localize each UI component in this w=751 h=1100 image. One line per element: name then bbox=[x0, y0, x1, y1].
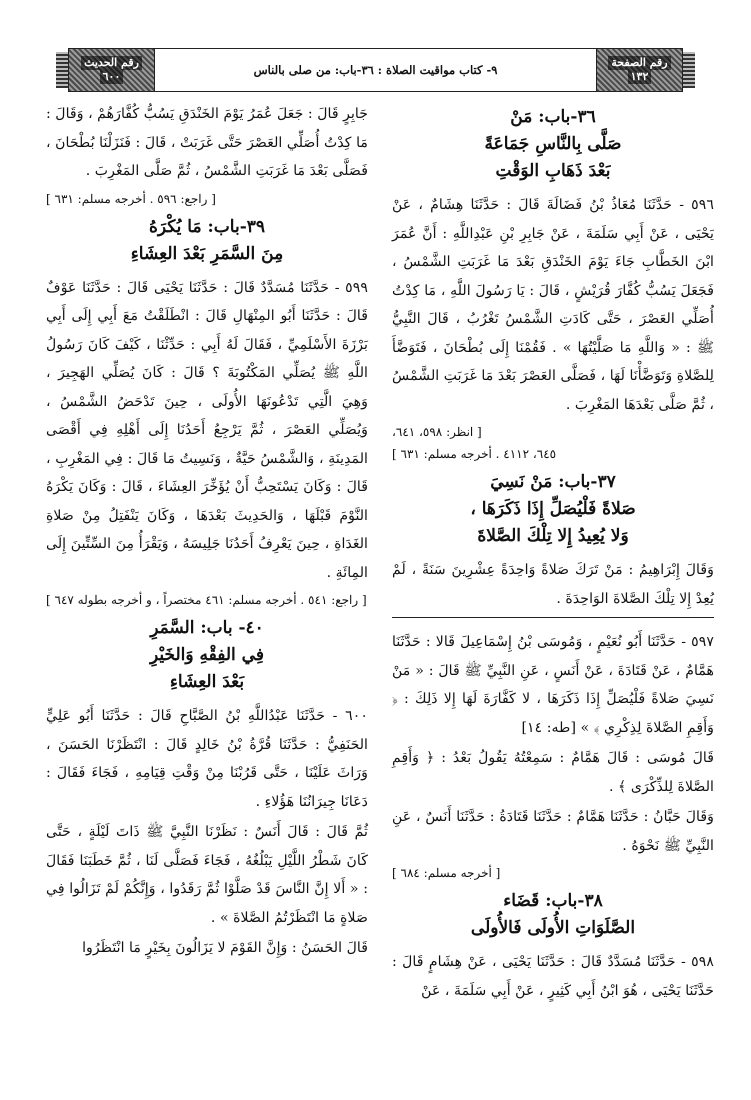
hadith-598-reference: [ راجع: ٥٩٦ . أخرجه مسلم: ٦٣١ ] bbox=[46, 191, 216, 206]
page-number-label: رقم الصفحة bbox=[608, 56, 670, 70]
divider bbox=[392, 617, 714, 618]
hasan-statement: قَالَ الحَسَنُ : وَإِنَّ القَوْمَ لا يَزَالُونَ بِخَيْرٍ مَا انْتَظَرُوا bbox=[82, 940, 368, 956]
chapter-36-title bbox=[392, 104, 714, 185]
chapter-40-title bbox=[46, 615, 368, 696]
reference-line: ٦٤٥، ٤١١٢ . أخرجه مسلم: ٦٣١ ] bbox=[392, 447, 557, 461]
chapter-37-title bbox=[392, 469, 714, 550]
chapter-39-title bbox=[46, 214, 368, 268]
hadith-number-value: ٦٠٠ bbox=[100, 70, 124, 84]
hadith-600: ٦٠٠ - حَدَّثَنَا عَبْدُاللَّهِ بْنُ الصَّبَّاحِ قَالَ : حَدَّثَنَا أَبُو عَلِيٍّ الحَنَفِيُّ : حَدَّثَنَا قُرَّةُ بْنُ خَالِدٍ قَالَ : انْتَظَرْنَا الحَسَنَ ، وَرَاثَ عَلَيْنَا ، حَتَّى قَرُبْنَا مِنْ وَقْتِ قِيَامِهِ ، فَجَاءَ فَقَالَ : دَعَانَا جِيرَانُنَا هَؤُلاءِ . bbox=[46, 708, 368, 810]
ibrahim-statement: وَقَالَ إِبْرَاهِيمُ : مَنْ تَرَكَ صَلاةً وَاحِدَةً عِشْرِينَ سَنَةً ، لَمْ يُعِدْ إِلا تِلْكَ الصَّلاةَ الوَاحِدَةَ . bbox=[392, 562, 714, 607]
running-title: ٩- كتاب مواقيت الصلاة : ٣٦-باب: من صلى بالناس bbox=[154, 49, 597, 91]
reference-line: [ انظر: ٥٩٨، ٦٤١، bbox=[392, 425, 482, 439]
chapter-title-line: بَعْدَ ذَهَابِ الوَقْتِ bbox=[495, 161, 611, 181]
hadith-599-reference: [ راجع: ٥٤١ . أخرجه مسلم: ٤٦١ مختصراً ، و أخرجه بطوله ٦٤٧ ] bbox=[46, 593, 367, 607]
chapter-title-line: صَلَّى بِالنَّاسِ جَمَاعَةً bbox=[484, 134, 622, 154]
header-ornament-left bbox=[56, 52, 68, 88]
chapter-title-line: ٣٩-باب: مَا يُكْرَهُ bbox=[148, 216, 266, 237]
chapter-title-line: ٣٧-باب: مَنْ نَسِيَ bbox=[490, 472, 616, 492]
right-column bbox=[392, 100, 714, 1090]
header-ornament-right bbox=[683, 52, 695, 88]
page-header bbox=[68, 48, 683, 92]
hadith-597: ٥٩٧ - حَدَّثَنَا أَبُو نُعَيْمٍ ، وَمُوسَى بْنُ إِسْمَاعِيلَ قَالا : حَدَّثَنَا هَمَّامٌ ، عَنْ قَتَادَةَ ، عَنْ أَنَسٍ ، عَنِ النَّبِيِّ ﷺ قَالَ : « مَنْ نَسِيَ صَلاةً فَلْيُصَلِّ إِذَا ذَكَرَهَا ، لا كَفَّارَةَ لَهَا إِلا ذَلِكَ : ﴿ وَأَقِمِ الصَّلاةَ لِذِكْرِي ﴾ » [طه: ١٤] bbox=[392, 634, 714, 736]
hadith-number-label: رقم الحديث bbox=[81, 56, 142, 70]
chapter-title-line: الصَّلَوَاتِ الأُولَى فَالأُولَى bbox=[470, 918, 636, 938]
page-number-value: ١٣٢ bbox=[628, 70, 652, 84]
hadith-598-continuation: جَابِرٍ قَالَ : جَعَلَ عُمَرُ يَوْمَ الخَنْدَقِ يَسُبُّ كُفَّارَهُمْ ، وَقَالَ : مَا كِدْتُ أُصَلِّي العَصْرَ حَتَّى غَرَبَتْ ، قَالَ : فَنَزَلْنَا بُطْحَانَ ، فَصَلَّى بَعْدَ مَا غَرَبَتِ الشَّمْسُ ، ثُمَّ صَلَّى المَغْرِبَ . bbox=[46, 106, 368, 179]
chapter-38-title bbox=[392, 888, 714, 942]
chapter-title-line: بَعْدَ العِشَاءِ bbox=[169, 672, 245, 692]
hadith-596-reference bbox=[392, 421, 714, 465]
hadith-598: ٥٩٨ - حَدَّثَنَا مُسَدَّدٌ قَالَ : حَدَّثَنَا يَحْيَى ، عَنْ هِشَامٍ قَالَ : حَدَّثَنَا يَحْيَى ، هُوَ ابْنُ أَبِي كَثِيرٍ ، عَنْ أَبِي سَلَمَةَ ، عَنْ bbox=[392, 954, 714, 999]
chapter-title-line: ٤٠- باب: السَّمَرِ bbox=[150, 618, 264, 638]
hadith-596: ٥٩٦ - حَدَّثَنَا مُعَاذُ بْنُ فَضَالَةَ قَالَ : حَدَّثَنَا هِشَامٌ ، عَنْ يَحْيَى ، عَنْ أَبِي سَلَمَةَ ، عَنْ جَابِرِ بْنِ عَبْدِاللَّهِ : أَنَّ عُمَرَ ابْنَ الخَطَّابِ جَاءَ يَوْمَ الخَنْدَقِ بَعْدَ مَا غَرَبَتِ الشَّمْسُ ، فَجَعَلَ يَسُبُّ كُفَّارَ قُرَيْشٍ ، قَالَ : يَا رَسُولَ اللَّهِ ، مَا كِدْتُ أُصَلِّي العَصْرَ ، حَتَّى كَادَتِ الشَّمْسُ تَغْرُبُ ، قَالَ النَّبِيُّ ﷺ : « وَاللَّهِ مَا صَلَّيْتُهَا » . فَقُمْنَا إِلَى بُطْحَانَ ، فَتَوَضَّأَ لِلصَّلاةِ وَتَوَضَّأْنَا لَهَا ، فَصَلَّى العَصْرَ بَعْدَ مَا غَرَبَتِ الشَّمْسُ ، ثُمَّ صَلَّى بَعْدَهَا المَغْرِبَ . bbox=[392, 197, 714, 413]
left-column bbox=[46, 100, 368, 1090]
chapter-title-line: مِنَ السَّمَرِ بَعْدَ العِشَاءِ bbox=[130, 243, 284, 264]
habban-statement: وَقَالَ حَبَّانُ : حَدَّثَنَا هَمَّامٌ : حَدَّثَنَا قَتَادَةُ : حَدَّثَنَا أَنَسٌ ، عَنِ النَّبِيِّ ﷺ نَحْوَهُ . bbox=[392, 809, 714, 854]
chapter-title-line: صَلاةً فَلْيُصَلِّ إِذَا ذَكَرَهَا ، bbox=[470, 499, 636, 519]
chapter-title-line: فِي الفِقْهِ وَالخَيْرِ bbox=[150, 645, 264, 665]
chapter-title-line: وَلا يُعِيدُ إِلا تِلْكَ الصَّلاةَ bbox=[477, 526, 629, 546]
anas-statement: ثُمَّ قَالَ : قَالَ أَنَسٌ : نَظَرْنَا النَّبِيَّ ﷺ ذَاتَ لَيْلَةٍ ، حَتَّى كَانَ شَطْرُ اللَّيْلِ يَبْلُغُهُ ، فَجَاءَ فَصَلَّى لَنَا ، ثُمَّ خَطَبَنَا فَقَالَ : « أَلا إِنَّ النَّاسَ قَدْ صَلَّوْا ثُمَّ رَقَدُوا ، وَإِنَّكُمْ لَمْ تَزَالُوا فِي صَلاةٍ مَا انْتَظَرْتُمُ الصَّلاةَ » . bbox=[46, 824, 368, 926]
hadith-597-reference: [ أخرجه مسلم: ٦٨٤ ] bbox=[392, 866, 501, 880]
chapter-title-line: ٣٦-باب: مَنْ bbox=[510, 107, 596, 127]
chapter-title-line: ٣٨-باب: قَضَاء bbox=[503, 891, 603, 911]
hadith-599: ٥٩٩ - حَدَّثَنَا مُسَدَّدٌ قَالَ : حَدَّثَنَا يَحْيَى قَالَ : حَدَّثَنَا عَوْفٌ قَالَ : حَدَّثَنَا أَبُو المِنْهَالِ قَالَ : انْطَلَقْتُ مَعَ أَبِي إِلَى أَبِي بَرْزَةَ الأَسْلَمِيِّ ، فَقَالَ لَهُ أَبِي : حَدِّثْنَا ، كَيْفَ كَانَ رَسُولُ اللَّهِ ﷺ يُصَلِّي المَكْتُوبَةَ ؟ قَالَ : كَانَ يُصَلِّي الهَجِيرَ ، وَهِيَ الَّتِي تَدْعُونَهَا الأُولَى ، حِينَ تَدْحَضُ الشَّمْسُ ، وَيُصَلِّي العَصْرَ ، ثُمَّ يَرْجِعُ أَحَدُنَا إِلَى أَهْلِهِ فِي أَقْصَى المَدِينَةِ ، وَالشَّمْسُ حَيَّةٌ ، وَنَسِيتُ مَا قَالَ : فِي المَغْرِبِ ، قَالَ : وَكَانَ يَسْتَحِبُّ أَنْ يُؤَخِّرَ العِشَاءَ ، قَالَ : وَكَانَ يَكْرَهُ النَّوْمَ قَبْلَهَا ، وَالحَدِيثَ بَعْدَهَا ، وَكَانَ يَنْفَتِلُ مِنْ صَلاةِ الغَدَاةِ ، حِينَ يَعْرِفُ أَحَدُنَا جَلِيسَهُ ، وَيَقْرَأُ مِنَ السِّتِّينَ إِلَى المِائَةِ . bbox=[46, 279, 368, 581]
page-number-box bbox=[597, 49, 682, 91]
hadith-number-box bbox=[69, 49, 154, 91]
musa-statement: قَالَ مُوسَى : قَالَ هَمَّامٌ : سَمِعْتُهُ يَقُولُ بَعْدُ : ﴿ وَأَقِمِ الصَّلاةَ لِلذِّكْرَى ﴾ . bbox=[392, 750, 714, 795]
